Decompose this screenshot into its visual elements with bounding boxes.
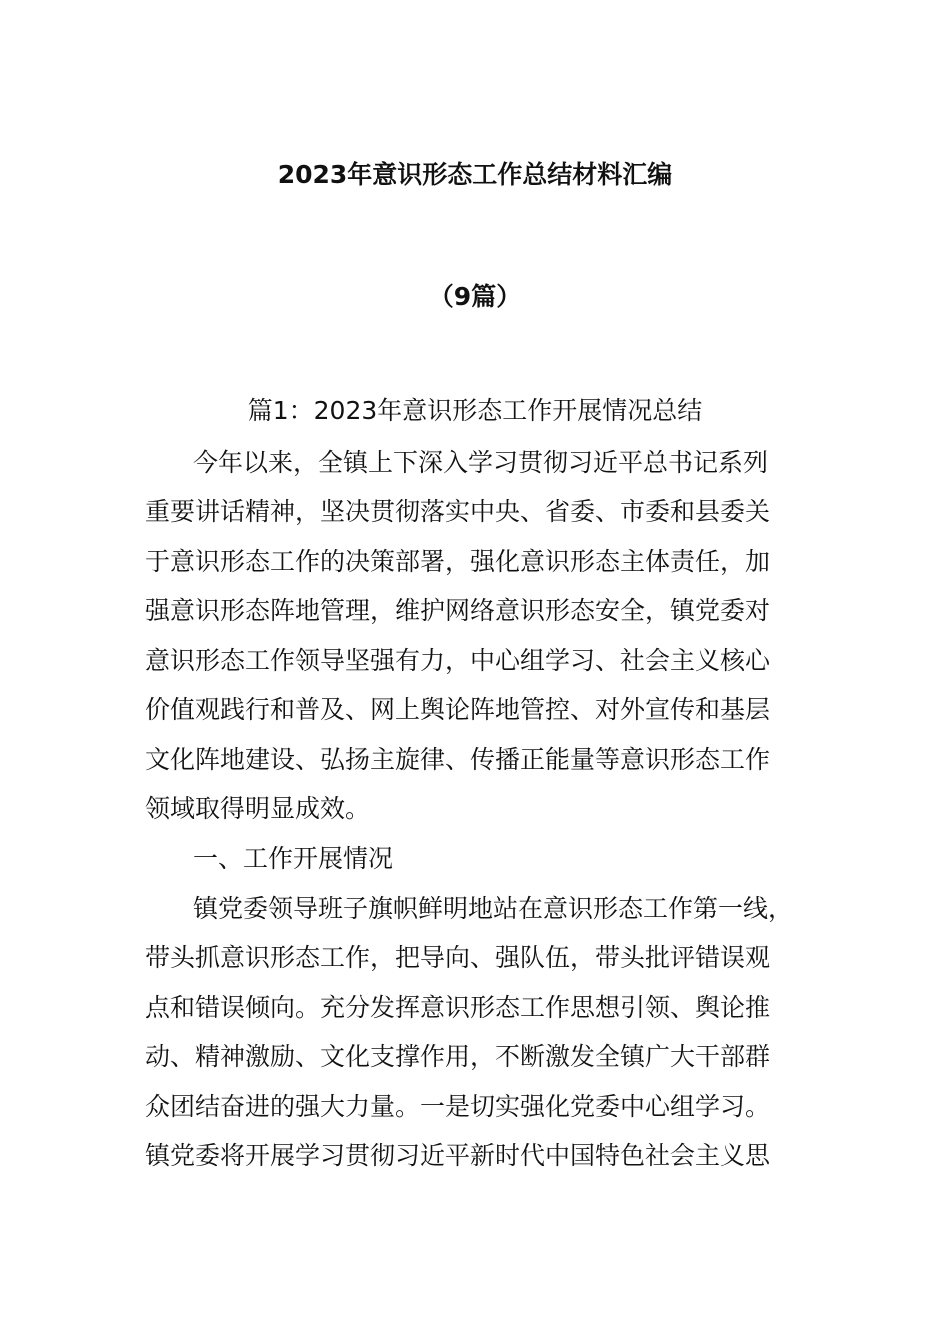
section-heading: 一、工作开展情况 xyxy=(193,844,394,873)
paragraph-line: 于意识形态工作的决策部署，强化意识形态主体责任，加 xyxy=(145,547,771,576)
paragraph-line: 带头抓意识形态工作，把导向、强队伍，带头批评错误观 xyxy=(145,943,771,972)
paragraph-line: 价值观践行和普及、网上舆论阵地管控、对外宣传和基层 xyxy=(145,695,771,724)
paragraph-line: 镇党委将开展学习贯彻习近平新时代中国特色社会主义思 xyxy=(145,1141,771,1170)
paragraph-line: 意识形态工作领导坚强有力，中心组学习、社会主义核心 xyxy=(145,646,771,675)
paragraph-line: 领域取得明显成效。 xyxy=(145,794,371,823)
paragraph-line: 重要讲话精神，坚决贯彻落实中央、省委、市委和县委关 xyxy=(145,497,771,526)
paragraph-line: 强意识形态阵地管理，维护网络意识形态安全，镇党委对 xyxy=(145,596,771,625)
article-title: 篇1：2023年意识形态工作开展情况总结 xyxy=(247,396,703,425)
paragraph-line: 今年以来，全镇上下深入学习贯彻习近平总书记系列 xyxy=(193,448,769,477)
paragraph-line: 点和错误倾向。充分发挥意识形态工作思想引领、舆论推 xyxy=(145,993,771,1022)
paragraph-line: 动、精神激励、文化支撑作用，不断激发全镇广大干部群 xyxy=(145,1042,771,1071)
document-title: 2023年意识形态工作总结材料汇编 xyxy=(277,160,673,189)
paragraph-line: 镇党委领导班子旗帜鲜明地站在意识形态工作第一线， xyxy=(193,894,794,923)
paragraph-line: 文化阵地建设、弘扬主旋律、传播正能量等意识形态工作 xyxy=(145,745,771,774)
document-subtitle: （9篇） xyxy=(428,282,522,311)
paragraph-line: 众团结奋进的强大力量。一是切实强化党委中心组学习。 xyxy=(145,1092,771,1121)
